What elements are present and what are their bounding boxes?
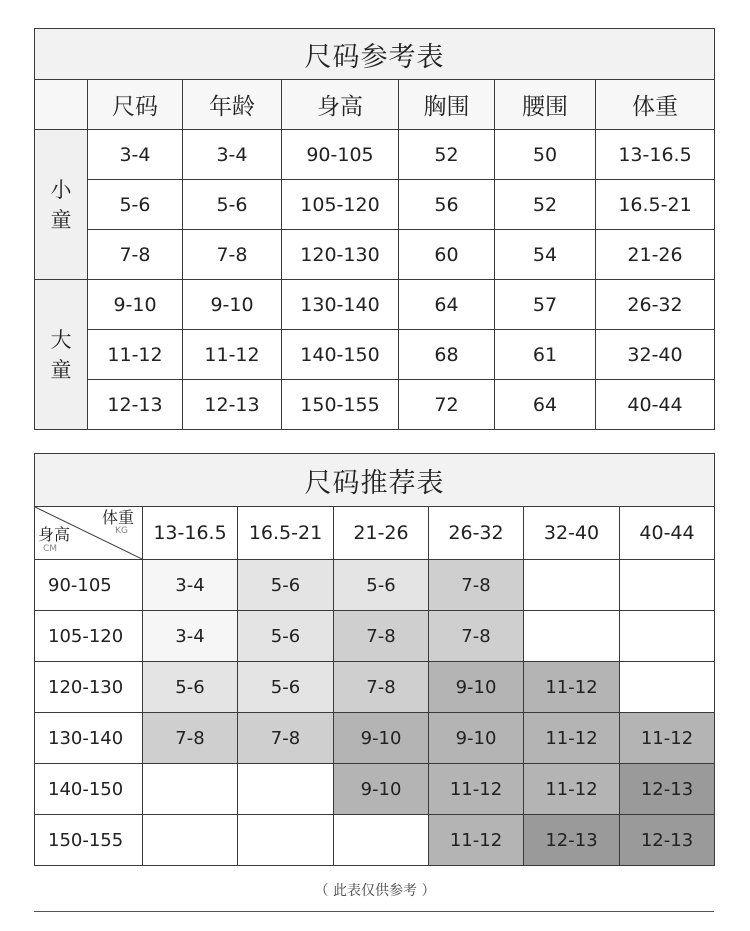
table-cell: 7-8 xyxy=(88,230,183,280)
height-label: 身高 xyxy=(38,525,71,544)
table-cell: 72 xyxy=(399,380,495,430)
table-cell: 12-13 xyxy=(88,380,183,430)
table-cell: 64 xyxy=(495,380,596,430)
table-row xyxy=(35,764,715,815)
recommend-table-title: 尺码推荐表 xyxy=(35,454,715,507)
column-header: 尺码 xyxy=(88,80,183,130)
table-cell: 11-12 xyxy=(88,330,183,380)
size-cell: 11-12 xyxy=(620,713,715,764)
weight-label: 体重 xyxy=(101,508,134,527)
size-cell: 12-13 xyxy=(524,815,620,866)
height-row-header: 105-120 xyxy=(35,611,143,662)
size-cell: 7-8 xyxy=(429,560,524,611)
table-cell: 3-4 xyxy=(88,130,183,180)
table-row xyxy=(35,815,715,866)
table-cell: 105-120 xyxy=(282,180,399,230)
table-row xyxy=(35,330,715,380)
weight-column-header: 13-16.5 xyxy=(143,507,238,560)
table-cell: 26-32 xyxy=(596,280,715,330)
table-row xyxy=(35,280,715,330)
group-label-char: 大 xyxy=(50,327,72,352)
group-label xyxy=(35,130,88,280)
table-cell: 140-150 xyxy=(282,330,399,380)
size-reference-table xyxy=(34,28,715,430)
size-cell: 5-6 xyxy=(238,560,334,611)
size-cell: 7-8 xyxy=(429,611,524,662)
size-cell: 7-8 xyxy=(238,713,334,764)
size-cell: 5-6 xyxy=(238,662,334,713)
table-cell: 57 xyxy=(495,280,596,330)
table-cell: 9-10 xyxy=(88,280,183,330)
height-unit: CM xyxy=(43,544,58,554)
table-cell: 68 xyxy=(399,330,495,380)
size-cell: 7-8 xyxy=(334,662,429,713)
size-recommendation-table xyxy=(34,453,715,866)
table-cell: 5-6 xyxy=(183,180,282,230)
size-cell: 9-10 xyxy=(334,713,429,764)
empty-cell xyxy=(334,815,429,866)
table-row xyxy=(35,662,715,713)
weight-column-header: 21-26 xyxy=(334,507,429,560)
size-cell: 9-10 xyxy=(429,662,524,713)
size-cell: 7-8 xyxy=(143,713,238,764)
reference-table-title: 尺码参考表 xyxy=(35,29,715,80)
table-cell: 40-44 xyxy=(596,380,715,430)
diagonal-corner-cell xyxy=(35,507,143,560)
weight-column-header: 40-44 xyxy=(620,507,715,560)
table-cell: 90-105 xyxy=(282,130,399,180)
size-cell: 3-4 xyxy=(143,560,238,611)
size-cell: 11-12 xyxy=(429,764,524,815)
table-cell: 12-13 xyxy=(183,380,282,430)
recommend-header-row xyxy=(35,507,715,560)
group-label-char: 童 xyxy=(50,207,72,232)
table-row xyxy=(35,611,715,662)
table-cell: 7-8 xyxy=(183,230,282,280)
table-row xyxy=(35,713,715,764)
table-cell: 56 xyxy=(399,180,495,230)
table-cell: 52 xyxy=(399,130,495,180)
height-row-header: 120-130 xyxy=(35,662,143,713)
size-cell: 5-6 xyxy=(334,560,429,611)
table-cell: 16.5-21 xyxy=(596,180,715,230)
size-cell: 3-4 xyxy=(143,611,238,662)
size-cell: 11-12 xyxy=(524,713,620,764)
size-cell: 11-12 xyxy=(429,815,524,866)
footnote: （ 此表仅供参考 ） xyxy=(314,883,436,899)
empty-cell xyxy=(524,560,620,611)
table-row xyxy=(35,380,715,430)
table-cell: 60 xyxy=(399,230,495,280)
group-label xyxy=(35,280,88,430)
table-row xyxy=(35,230,715,280)
table-cell: 54 xyxy=(495,230,596,280)
table-cell: 9-10 xyxy=(183,280,282,330)
group-label-char: 小 xyxy=(50,177,72,202)
empty-cell xyxy=(620,611,715,662)
column-header: 身高 xyxy=(282,80,399,130)
column-header: 年龄 xyxy=(183,80,282,130)
table-cell: 21-26 xyxy=(596,230,715,280)
empty-cell xyxy=(238,815,334,866)
empty-cell xyxy=(238,764,334,815)
table-cell: 64 xyxy=(399,280,495,330)
bottom-divider xyxy=(34,911,714,912)
reference-header-row xyxy=(35,80,715,130)
size-cell: 7-8 xyxy=(334,611,429,662)
column-header: 胸围 xyxy=(399,80,495,130)
table-cell: 52 xyxy=(495,180,596,230)
size-cell: 11-12 xyxy=(524,662,620,713)
weight-column-header: 26-32 xyxy=(429,507,524,560)
weight-column-header: 32-40 xyxy=(524,507,620,560)
table-cell: 11-12 xyxy=(183,330,282,380)
size-cell: 5-6 xyxy=(143,662,238,713)
empty-cell xyxy=(620,560,715,611)
table-cell: 13-16.5 xyxy=(596,130,715,180)
empty-cell xyxy=(143,764,238,815)
table-cell: 130-140 xyxy=(282,280,399,330)
column-header: 腰围 xyxy=(495,80,596,130)
empty-cell xyxy=(620,662,715,713)
size-cell: 11-12 xyxy=(524,764,620,815)
table-cell: 150-155 xyxy=(282,380,399,430)
table-cell: 120-130 xyxy=(282,230,399,280)
empty-cell xyxy=(143,815,238,866)
size-cell: 9-10 xyxy=(334,764,429,815)
size-cell: 9-10 xyxy=(429,713,524,764)
height-row-header: 130-140 xyxy=(35,713,143,764)
table-cell: 50 xyxy=(495,130,596,180)
height-row-header: 140-150 xyxy=(35,764,143,815)
size-cell: 5-6 xyxy=(238,611,334,662)
table-cell: 5-6 xyxy=(88,180,183,230)
size-cell: 12-13 xyxy=(620,764,715,815)
table-row xyxy=(35,180,715,230)
height-row-header: 90-105 xyxy=(35,560,143,611)
group-label-char: 童 xyxy=(50,357,72,382)
table-cell: 61 xyxy=(495,330,596,380)
table-row xyxy=(35,560,715,611)
height-row-header: 150-155 xyxy=(35,815,143,866)
empty-cell xyxy=(524,611,620,662)
weight-unit: KG xyxy=(115,526,128,536)
table-cell: 32-40 xyxy=(596,330,715,380)
table-row xyxy=(35,130,715,180)
size-cell: 12-13 xyxy=(620,815,715,866)
column-header: 体重 xyxy=(596,80,715,130)
table-cell: 3-4 xyxy=(183,130,282,180)
corner-cell xyxy=(35,80,88,130)
weight-column-header: 16.5-21 xyxy=(238,507,334,560)
